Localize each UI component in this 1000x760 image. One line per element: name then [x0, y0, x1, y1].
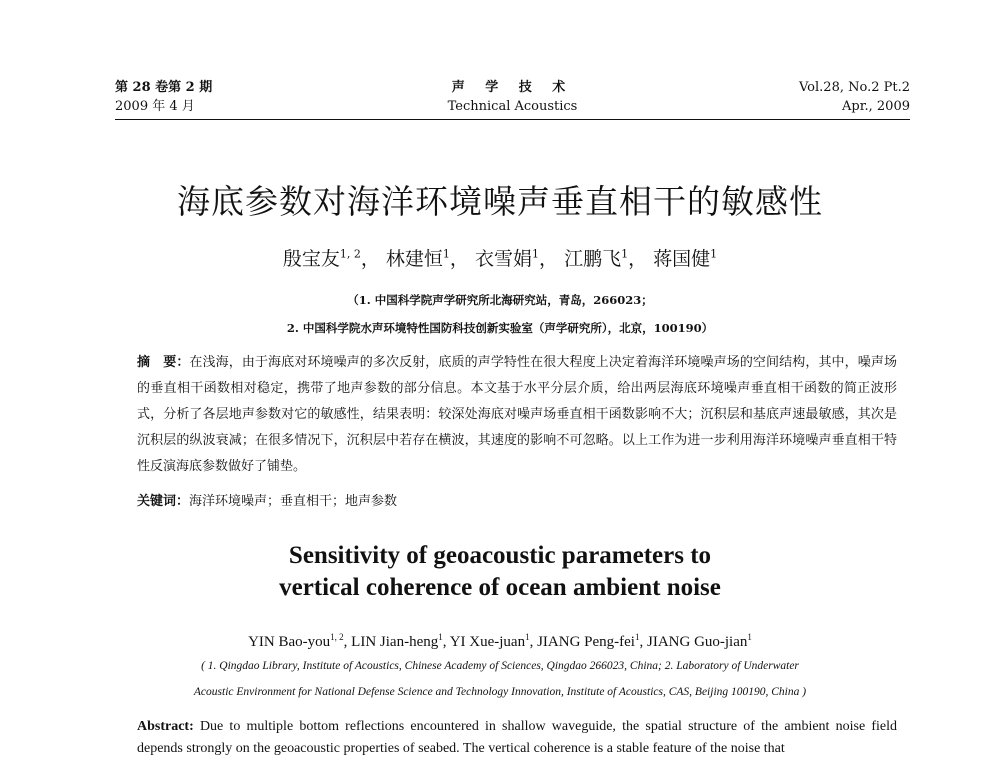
author-affil-mark: 1 — [710, 247, 718, 261]
author-affil-mark: 1 — [747, 632, 752, 642]
date-en: Apr., 2009 — [842, 99, 910, 114]
affiliation-en-1: ( 1. Qingdao Library, Institute of Acoustics, Chinese Academy of Sciences, Qingdao 266023, China; 2. Laboratory of Underwater — [201, 660, 799, 672]
author-list-cn — [0, 244, 1000, 271]
author-list-en — [0, 632, 1000, 651]
paper-title-en-line-1: Sensitivity of geoacoustic parameters to — [288, 542, 712, 569]
author-separator: ， — [539, 248, 559, 270]
author-affil-mark: 1 — [442, 247, 450, 261]
affiliation-cn-2: 2. 中国科学院水声环境特性国防科技创新实验室（声学研究所），北京，100190） — [286, 321, 714, 335]
author: 蒋国健 — [653, 248, 711, 270]
journal-name-en: Technical Acoustics — [447, 99, 578, 114]
author: 衣雪娟 — [474, 248, 532, 270]
author-affil-mark: 1, 2 — [339, 247, 361, 261]
author-separator: ， — [360, 248, 380, 270]
abstract-label-cn: 摘 要： — [137, 355, 190, 370]
date-cn: 2009 年 4 月 — [115, 99, 195, 114]
volume-issue: 第 28 卷第 2 期 — [115, 80, 213, 95]
author-separator: , — [639, 634, 647, 650]
volume-en: Vol.28, No.2 Pt.2 — [798, 80, 910, 95]
author-affil-mark: 1 — [438, 632, 443, 642]
author: YIN Bao-you — [248, 634, 331, 650]
author-separator: , — [343, 634, 352, 650]
author-affil-mark: 1 — [532, 247, 539, 261]
author: 林建恒 — [385, 248, 443, 270]
abstract-en — [137, 716, 897, 760]
author-separator: , — [442, 634, 450, 650]
abstract-cn — [137, 350, 897, 480]
running-header — [115, 78, 910, 120]
keywords-label-cn: 关键词： — [137, 494, 190, 509]
affiliation-cn-1: （1. 中国科学院声学研究所北海研究站，青岛，266023； — [347, 293, 653, 307]
author: JIANG Guo-jian — [646, 634, 748, 650]
author: 殷宝友 — [282, 248, 340, 270]
author-affil-mark: 1 — [525, 632, 530, 642]
author: LIN Jian-heng — [351, 634, 439, 650]
journal-name-cn: 声 学 技 术 — [451, 80, 574, 95]
affiliation-en-2: Acoustic Environment for National Defense Science and Technology Innovation, Institute of Acoustics, CAS, Beijing 100190, China ) — [193, 686, 807, 698]
abstract-label-en: Abstract: — [137, 719, 194, 734]
author-affil-mark: 1 — [621, 247, 629, 261]
author: YI Xue-juan — [449, 634, 526, 650]
author: 江鹏飞 — [564, 248, 622, 270]
author-separator: ， — [628, 248, 648, 270]
author: JIANG Peng-fei — [537, 634, 635, 650]
keywords-text-cn: 海洋环境噪声；垂直相干；地声参数 — [189, 494, 398, 509]
paper-title-cn: 海底参数对海洋环境噪声垂直相干的敏感性 — [177, 182, 823, 221]
paper-title-en — [0, 540, 1000, 604]
author-affil-mark: 1, 2 — [330, 632, 344, 642]
header-rule — [115, 119, 910, 120]
header-center — [115, 78, 910, 116]
author-separator: , — [529, 634, 538, 650]
abstract-text-cn: 在浅海，由于海底对环境噪声的多次反射，底质的声学特性在很大程度上决定着海洋环境噪声场的空间结构，其中，噪声场的垂直相干函数相对稳定，携带了地声参数的部分信息。本文基于水平分层介质，给出两层海底环境噪声垂直相干函数的简正波形式，分析了各层地声参数对它的敏感性，结果表明：较深处海底对噪声场垂直相干函数影响不大；沉积层和基底声速最敏感，其次是沉积层的纵波衰减；在很多情况下，沉积层中若存在横波，其速度的影响不可忽略。以上工作为进一步利用海洋环境噪声垂直相干特性反演海底参数做好了铺垫。 — [137, 355, 897, 474]
header-right — [799, 78, 910, 116]
abstract-text-en: Due to multiple bottom reflections encountered in shallow waveguide, the spatial structure of the ambient noise field depends strongly on the geoacoustic properties of seabed. The vertical coherence is a stable feature of the noise that — [137, 719, 897, 756]
author-affil-mark: 1 — [634, 632, 640, 642]
keywords-cn — [137, 490, 397, 509]
author-separator: ， — [449, 248, 469, 270]
paper-title-en-line-2: vertical coherence of ocean ambient noise — [279, 574, 721, 601]
